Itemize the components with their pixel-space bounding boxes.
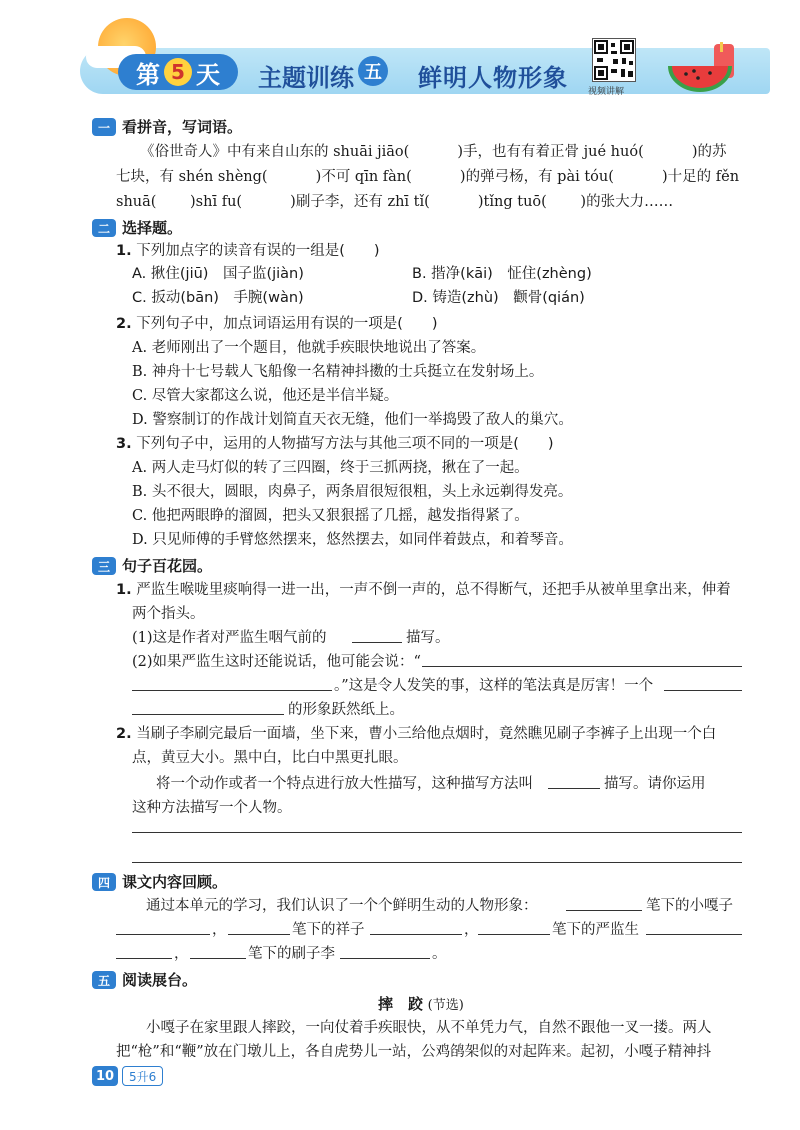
- section-4-heading: 课文内容回顾。: [122, 873, 228, 891]
- qr-code-icon[interactable]: [592, 38, 636, 82]
- question-stem: 下列句子中，加点词语运用有误的一项是( ): [136, 316, 438, 332]
- section-3-heading: 句子百花园。: [122, 557, 213, 575]
- sec4-comma: ，: [212, 922, 227, 938]
- day-suffix: 天: [196, 60, 220, 89]
- q3-1-text-line1: [116, 578, 731, 602]
- section-1-heading: 看拼音，写词语。: [122, 118, 243, 136]
- section-4-icon: 四: [92, 873, 116, 891]
- sec4-comma: ，: [464, 922, 479, 938]
- q3-1-sub2-prompt: (2)如果严监生这时还能说话，他可能会说：“: [132, 654, 421, 670]
- passage-line-2: 把“枪”和“鞭”放在门墩儿上，各自虎势儿一站，公鸡鹐架似的对起阵来。起初，小嘎子精神抖: [116, 1044, 712, 1060]
- answer-blank[interactable]: [370, 934, 462, 935]
- answer-blank[interactable]: [190, 958, 246, 959]
- sec4-line2-yanjiansheng: 笔下的严监生: [552, 922, 639, 938]
- section-2-icon: 二: [92, 219, 116, 237]
- question-number: 1.: [116, 582, 132, 598]
- answer-blank[interactable]: [132, 690, 332, 691]
- question-number: 2.: [116, 726, 132, 742]
- q3-2-prompt-c: 这种方法描写一个人物。: [132, 800, 292, 816]
- writing-line[interactable]: [132, 862, 742, 863]
- answer-blank[interactable]: [548, 788, 600, 789]
- passage-title-text: 摔 跤: [378, 995, 424, 1013]
- sec4-line1-suffix: 笔下的小嘎子: [646, 898, 733, 914]
- answer-blank[interactable]: [132, 714, 284, 715]
- q2-1-option-c: C. 扳动(bān) 手腕(wàn): [132, 290, 304, 306]
- answer-blank[interactable]: [340, 958, 430, 959]
- q3-2-prompt-a: 将一个动作或者一个特点进行放大性描写，这种描写方法叫: [156, 776, 533, 792]
- q2-3-option-a: A. 两人走马灯似的转了三四圈，终于三抓两挠，揪在了一起。: [132, 460, 529, 476]
- day-badge: [118, 54, 238, 90]
- sec1-line-1: 《俗世奇人》中有来自山东的 shuāi jiāo( )手，也有有着正骨 jué huó( )的苏: [140, 144, 727, 160]
- q3-2-text-line1: [116, 722, 716, 746]
- sec4-period: 。: [432, 946, 447, 962]
- header-banner: [0, 0, 800, 100]
- day-number: 5: [164, 58, 192, 86]
- q2-3-option-d: D. 只见师傅的手臂悠然摆来，悠然摆去，如同伴着鼓点，和着琴音。: [132, 532, 573, 548]
- watermelon-icon: [668, 42, 748, 92]
- answer-blank[interactable]: [352, 642, 402, 643]
- sec4-line3-shuazili: 笔下的刷子李: [248, 946, 335, 962]
- writing-line[interactable]: [132, 832, 742, 833]
- answer-blank[interactable]: [478, 934, 550, 935]
- section-2-heading: 选择题。: [122, 219, 183, 237]
- passage-title: [378, 992, 464, 1018]
- sec4-comma: ，: [174, 946, 189, 962]
- q2-2-option-c: C. 尽管大家都这么说，他还是半信半疑。: [132, 388, 399, 404]
- question-number: 3.: [116, 436, 132, 452]
- topic-number: 五: [358, 56, 388, 86]
- q2-2-option-b: B. 神舟十七号载人飞船像一名精神抖擞的士兵挺立在发射场上。: [132, 364, 544, 380]
- q2-2-option-d: D. 警察制订的作战计划简直天衣无缝，他们一举捣毁了敌人的巢穴。: [132, 412, 573, 428]
- page-number: 10: [92, 1066, 118, 1086]
- q2-1-option-d: D. 铸造(zhù) 颧骨(qián): [412, 290, 585, 306]
- passage-title-note: (节选): [427, 998, 464, 1013]
- q3-1-sub1-prompt: (1)这是作者对严监生咽气前的: [132, 630, 327, 646]
- question-text: 严监生喉咙里痰响得一进一出，一声不倒一声的，总不得断气，还把手从被单里拿出来，伸着: [136, 582, 731, 598]
- sec1-line-2: 七块，有 shén shèng( )不可 qīn fàn( )的弹弓杨，有 pài tóu( )十足的 fěn: [116, 169, 740, 185]
- answer-blank[interactable]: [228, 934, 290, 935]
- q3-1-sub2-middle: 。”这是令人发笑的事，这样的笔法真是厉害！一个: [334, 678, 654, 694]
- q2-3-option-b: B. 头不很大，圆眼，肉鼻子，两条眉很短很粗，头上永远剃得发亮。: [132, 484, 573, 500]
- answer-blank[interactable]: [646, 934, 742, 935]
- page-title: 鲜明人物形象: [418, 64, 568, 92]
- q2-3-option-c: C. 他把两眼睁的溜圆，把头又狠狠摇了几摇，越发指得紧了。: [132, 508, 529, 524]
- q2-1-stem: [116, 239, 380, 263]
- question-text: 当刷子李刷完最后一面墙，坐下来，曹小三给他点烟时，竟然瞧见刷子李裤子上出现一个白: [136, 726, 717, 742]
- passage-line-1: 小嘎子在家里跟人摔跤，一向仗着手疾眼快，从不单凭力气，自然不跟他一叉一搂。两人: [146, 1020, 712, 1036]
- day-prefix: 第: [136, 60, 160, 89]
- sec4-line2-xiangzi: 笔下的祥子: [292, 922, 365, 938]
- q3-1-sub1-suffix: 描写。: [406, 630, 450, 646]
- answer-blank[interactable]: [422, 666, 742, 667]
- section-5-icon: 五: [92, 971, 116, 989]
- q3-2-text-line2: 点，黄豆大小。黑中白，比白中黑更扎眼。: [132, 750, 408, 766]
- grade-label: 5升6: [122, 1066, 163, 1086]
- section-5-heading: 阅读展台。: [122, 971, 198, 989]
- section-1-icon: 一: [92, 118, 116, 136]
- q2-1-option-a: A. 揪住(jiū) 国子监(jiàn): [132, 266, 304, 282]
- q2-2-stem: [116, 312, 438, 336]
- sec4-line1-text: 通过本单元的学习，我们认识了一个个鲜明生动的人物形象：: [146, 898, 538, 914]
- question-number: 2.: [116, 316, 132, 332]
- answer-blank[interactable]: [566, 910, 642, 911]
- q2-3-stem: [116, 432, 554, 456]
- answer-blank[interactable]: [116, 934, 210, 935]
- topic-label: 主题训练: [258, 64, 354, 92]
- answer-blank[interactable]: [116, 958, 172, 959]
- q3-2-prompt-b: 描写。请你运用: [604, 776, 706, 792]
- question-number: 1.: [116, 243, 132, 259]
- qr-caption: 视频讲解: [588, 87, 625, 97]
- question-stem: 下列加点字的读音有误的一组是( ): [136, 243, 380, 259]
- question-stem: 下列句子中，运用的人物描写方法与其他三项不同的一项是( ): [136, 436, 554, 452]
- q2-1-option-b: B. 揩净(kāi) 怔住(zhèng): [412, 266, 592, 282]
- section-3-icon: 三: [92, 557, 116, 575]
- q2-2-option-a: A. 老师刚出了一个题目，他就手疾眼快地说出了答案。: [132, 340, 486, 356]
- q3-1-text-line2: 两个指头。: [132, 606, 205, 622]
- q3-1-sub2-suffix: 的形象跃然纸上。: [288, 702, 404, 718]
- sec1-line-3: shuā( )shī fu( )刷子李，还有 zhī tǐ( )tǐng tuō( )的张大力……: [116, 194, 674, 210]
- answer-blank[interactable]: [664, 690, 742, 691]
